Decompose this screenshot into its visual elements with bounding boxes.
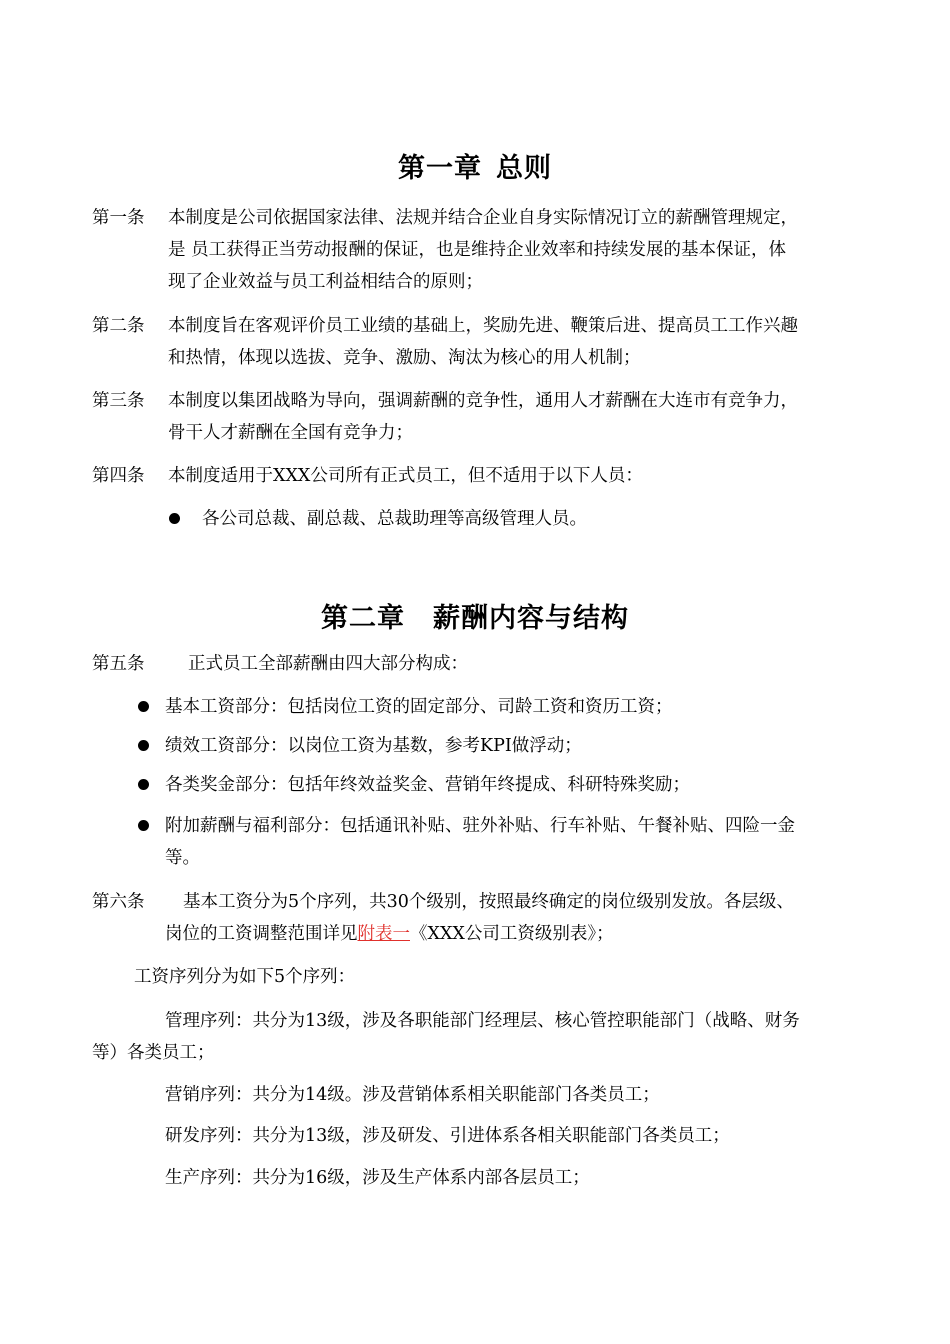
article-1-label: 第一条 [92, 208, 145, 228]
article-6-line-2-tail: 《XXX公司工资级别表》； [410, 924, 614, 944]
article-6-label: 第六条 [92, 892, 145, 912]
article-6-line-1: 基本工资分为5个序列，共30个级别，按照最终确定的岗位级别发放。各层级、 [183, 892, 794, 912]
article-1-line-2: 是 员工获得正当劳动报酬的保证，也是维持企业效率和持续发展的基本保证，体 [168, 240, 787, 260]
sequence-rd: 研发序列：共分为13级，涉及研发、引进体系各相关职能部门各类员工； [165, 1126, 730, 1146]
chapter-2-number: 第二章 [321, 603, 405, 634]
article-4-line-1: 本制度适用于XXX公司所有正式员工，但不适用于以下人员： [168, 466, 643, 486]
article-1-line-1: 本制度是公司依据国家法律、法规并结合企业自身实际情况订立的薪酬管理规定， [168, 208, 798, 228]
article-4-bullet-1: 各公司总裁、副总裁、总裁助理等高级管理人员。 [202, 509, 587, 529]
bullet-dot [138, 701, 149, 712]
article-3-label: 第三条 [92, 391, 145, 411]
bullet-dot [138, 820, 149, 831]
article-5-label: 第五条 [92, 654, 145, 674]
article-2-line-1: 本制度旨在客观评价员工业绩的基础上，奖励先进、鞭策后进、提高员工工作兴趣 [168, 316, 798, 336]
article-1-line-3: 现了企业效益与员工利益相结合的原则； [168, 272, 483, 292]
article-5-line-1: 正式员工全部薪酬由四大部分构成： [188, 654, 468, 674]
article-5-bullet-2: 绩效工资部分：以岗位工资为基数，参考KPI做浮动； [165, 736, 582, 756]
article-3-line-1: 本制度以集团战略为导向，强调薪酬的竞争性，通用人才薪酬在大连市有竞争力， [168, 391, 798, 411]
article-2-label: 第二条 [92, 316, 145, 336]
sequence-management-line-1: 管理序列：共分为13级，涉及各职能部门经理层、核心管控职能部门（战略、财务 [165, 1011, 800, 1031]
article-6-line-2 [165, 922, 614, 946]
article-5-bullet-3: 各类奖金部分：包括年终效益奖金、营销年终提成、科研特殊奖励； [165, 775, 690, 795]
sequence-production: 生产序列：共分为16级，涉及生产体系内部各层员工； [165, 1168, 590, 1188]
bullet-dot [138, 740, 149, 751]
sequence-sales: 营销序列：共分为14级。涉及营销体系相关职能部门各类员工； [165, 1085, 660, 1105]
chapter-2-heading [0, 596, 950, 635]
article-6-line-2-text: 岗位的工资调整范围详见 [165, 924, 358, 944]
article-4-label: 第四条 [92, 466, 145, 486]
chapter-2-title: 薪酬内容与结构 [433, 603, 629, 634]
article-2-line-2: 和热情，体现以选拔、竞争、激励、淘汰为核心的用人机制； [168, 348, 641, 368]
sequence-intro: 工资序列分为如下5个序列： [134, 967, 356, 987]
bullet-dot [169, 513, 180, 524]
chapter-1-heading [0, 146, 950, 185]
appendix-1-link[interactable]: 附表一 [357, 924, 410, 944]
article-5-bullet-4-continuation: 等。 [165, 848, 200, 868]
article-3-line-2: 骨干人才薪酬在全国有竞争力； [168, 423, 413, 443]
chapter-1-title: 总则 [496, 153, 552, 184]
article-5-bullet-1: 基本工资部分：包括岗位工资的固定部分、司龄工资和资历工资； [165, 697, 673, 717]
sequence-management-line-2: 等）各类员工； [92, 1043, 215, 1063]
chapter-1-number: 第一章 [398, 153, 482, 184]
article-5-bullet-4: 附加薪酬与福利部分：包括通讯补贴、驻外补贴、行车补贴、午餐补贴、四险一金 [165, 816, 795, 836]
bullet-dot [138, 779, 149, 790]
